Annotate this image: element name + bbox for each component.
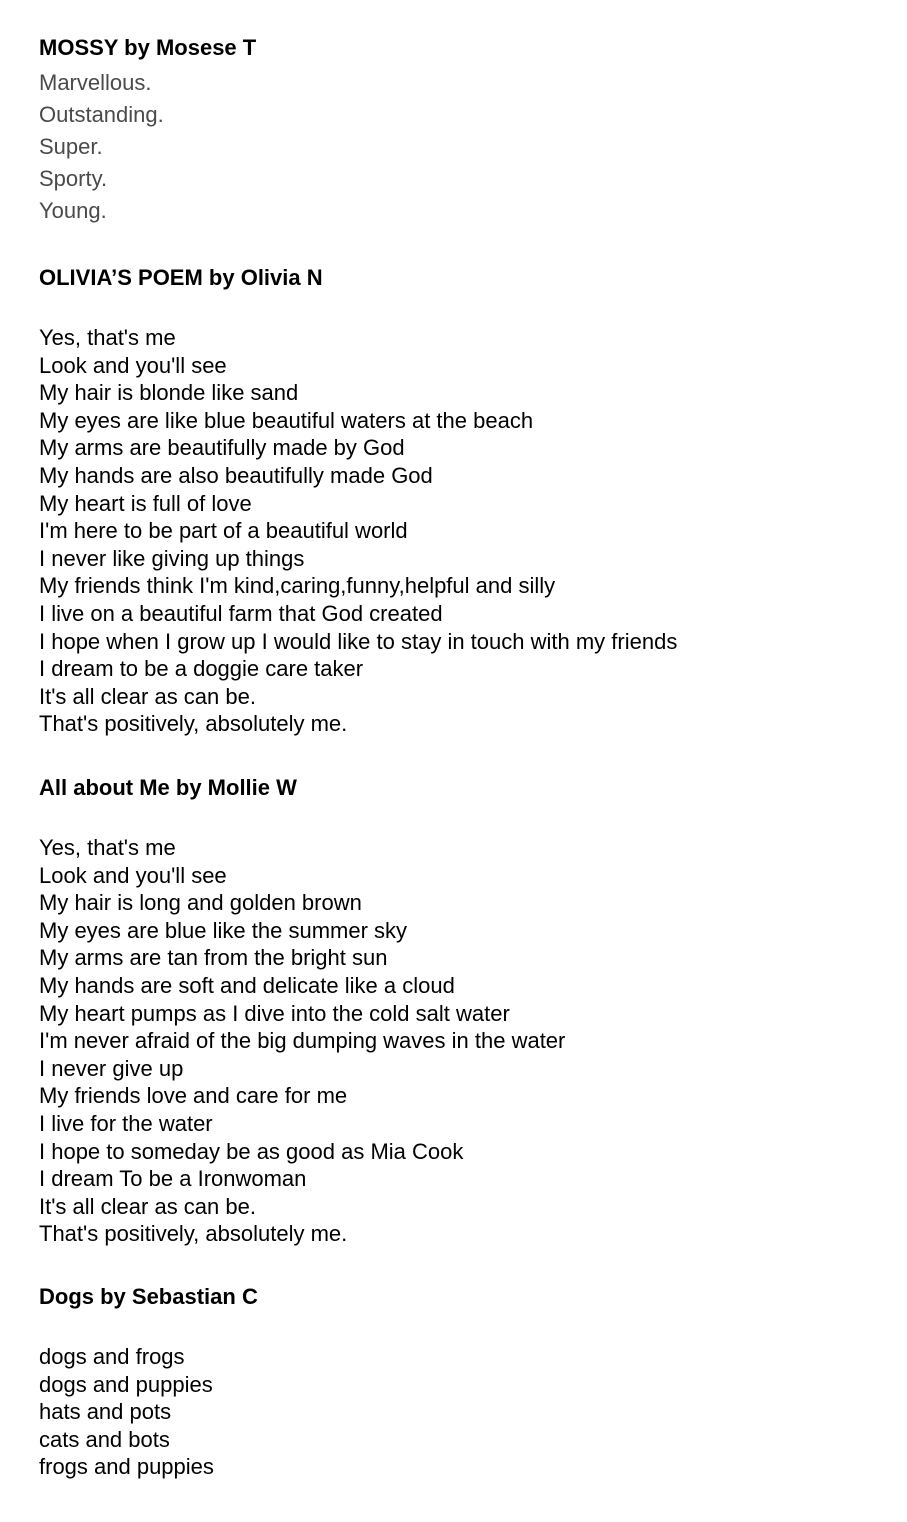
- poem-line: I'm never afraid of the big dumping waves in the water: [39, 1028, 566, 1054]
- poem-line: My eyes are blue like the summer sky: [39, 917, 408, 943]
- poem-lines: [39, 324, 677, 738]
- poem-line: My heart is full of love: [39, 490, 252, 516]
- poem-line: My hair is long and golden brown: [39, 890, 362, 916]
- poem-line: Marvellous.: [39, 70, 152, 95]
- poem-line: My hands are also beautifully made God: [39, 462, 433, 488]
- poem-line: I hope to someday be as good as Mia Cook: [39, 1138, 464, 1164]
- poem-mossy: [39, 34, 256, 227]
- poem-lines: [39, 67, 256, 227]
- poem-line: It's all clear as can be.: [39, 683, 256, 709]
- poem-lines: [39, 834, 565, 1248]
- poem-line: My heart pumps as I dive into the cold salt water: [39, 1000, 510, 1026]
- poem-line: Yes, that's me: [39, 835, 176, 860]
- poem-line: hats and pots: [39, 1399, 172, 1425]
- poem-line: I never like giving up things: [39, 545, 305, 571]
- poem-line: Young.: [39, 198, 107, 223]
- poem-olivia: [39, 264, 677, 738]
- poem-title: OLIVIA’S POEM by Olivia N: [39, 265, 323, 290]
- poem-line: I never give up: [39, 1055, 184, 1081]
- poem-line: My friends think I'm kind,caring,funny,helpful and silly: [39, 573, 556, 599]
- poem-line: That's positively, absolutely me.: [39, 1221, 348, 1247]
- poem-line: My hair is blonde like sand: [39, 380, 299, 406]
- poem-line: I dream to be a doggie care taker: [39, 656, 364, 682]
- poem-line: My arms are beautifully made by God: [39, 435, 405, 461]
- poem-line: Super.: [39, 134, 103, 159]
- poem-line: That's positively, absolutely me.: [39, 711, 348, 737]
- poem-line: My friends love and care for me: [39, 1083, 348, 1109]
- poem-lines: [39, 1343, 258, 1481]
- poem-line: I dream To be a Ironwoman: [39, 1166, 307, 1192]
- poem-line: Look and you'll see: [39, 862, 227, 888]
- poem-line: Look and you'll see: [39, 352, 227, 378]
- poem-title: MOSSY by Mosese T: [39, 35, 257, 60]
- poem-line: My eyes are like blue beautiful waters at the beach: [39, 407, 534, 433]
- poem-line: It's all clear as can be.: [39, 1193, 256, 1219]
- poem-line: dogs and frogs: [39, 1344, 185, 1369]
- poem-line: frogs and puppies: [39, 1454, 214, 1480]
- poem-line: My arms are tan from the bright sun: [39, 945, 388, 971]
- poem-line: I live on a beautiful farm that God created: [39, 600, 443, 626]
- poem-line: Yes, that's me: [39, 325, 176, 350]
- poem-line: cats and bots: [39, 1426, 170, 1452]
- poem-line: I'm here to be part of a beautiful world: [39, 518, 408, 544]
- poem-line: My hands are soft and delicate like a cloud: [39, 972, 455, 998]
- poem-line: dogs and puppies: [39, 1371, 213, 1397]
- poem-line: Sporty.: [39, 166, 108, 191]
- poem-mollie: [39, 774, 565, 1248]
- poem-title: Dogs by Sebastian C: [39, 1284, 258, 1309]
- poem-line: I live for the water: [39, 1110, 213, 1136]
- poem-title: All about Me by Mollie W: [39, 775, 297, 800]
- poem-line: Outstanding.: [39, 102, 164, 127]
- poem-line: I hope when I grow up I would like to stay in touch with my friends: [39, 628, 678, 654]
- poem-dogs: [39, 1283, 258, 1481]
